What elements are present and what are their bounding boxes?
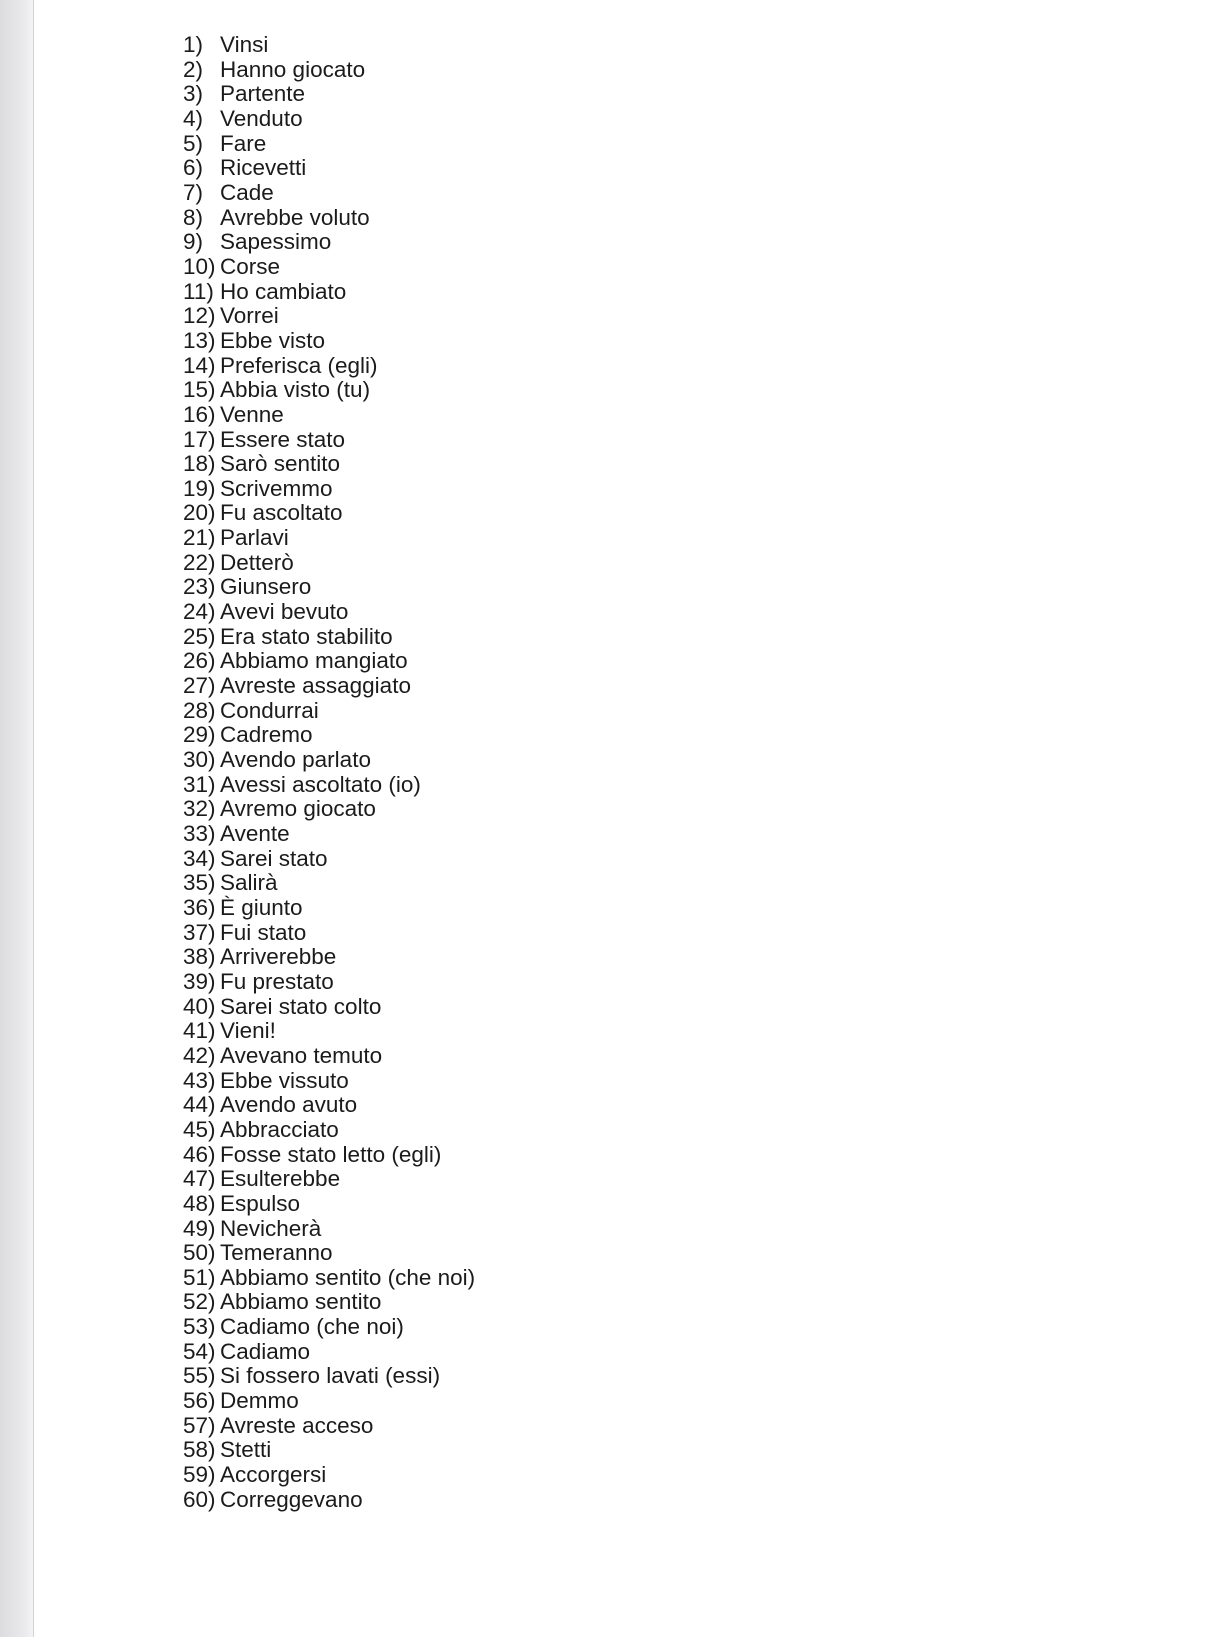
list-item <box>183 107 475 132</box>
item-text: Corse <box>220 253 281 279</box>
item-number: 7) <box>183 179 204 205</box>
item-number: 45) <box>183 1116 216 1142</box>
item-number: 29) <box>183 722 216 748</box>
item-number: 1) <box>183 32 204 57</box>
item-number: 50) <box>183 1240 216 1266</box>
item-text: Si fossero lavati (essi) <box>220 1363 441 1389</box>
item-text: Preferisca (egli) <box>220 352 378 378</box>
item-text: Fosse stato letto (egli) <box>220 1141 442 1167</box>
item-number: 54) <box>183 1338 216 1364</box>
item-text: Avrebbe voluto <box>220 204 370 230</box>
item-number: 58) <box>183 1437 216 1463</box>
item-number: 17) <box>183 426 216 452</box>
item-text: Ebbe vissuto <box>220 1067 349 1093</box>
item-number: 60) <box>183 1486 216 1512</box>
page-gutter <box>0 0 34 1637</box>
item-text: Cade <box>220 179 274 205</box>
item-text: Stetti <box>220 1437 272 1463</box>
list-item <box>183 649 475 674</box>
item-text: Sarei stato <box>220 845 328 871</box>
item-text: Scrivemmo <box>220 475 333 501</box>
item-text: Vinsi <box>220 32 269 57</box>
item-text: Partente <box>220 81 306 107</box>
item-text: Sarei stato colto <box>220 993 382 1019</box>
list-item <box>183 1118 475 1143</box>
list-item <box>183 674 475 699</box>
item-text: Cadiamo <box>220 1338 311 1364</box>
item-text: Ho cambiato <box>220 278 347 304</box>
item-number: 31) <box>183 771 216 797</box>
item-number: 32) <box>183 796 216 822</box>
list-item <box>183 797 475 822</box>
list-item <box>183 403 475 428</box>
item-number: 56) <box>183 1388 216 1414</box>
list-item <box>183 773 475 798</box>
list-item <box>183 58 475 83</box>
list-item <box>183 378 475 403</box>
item-number: 46) <box>183 1141 216 1167</box>
item-text: Venduto <box>220 105 303 131</box>
item-text: Era stato stabilito <box>220 623 393 649</box>
item-text: Venne <box>220 401 284 427</box>
item-number: 36) <box>183 894 216 920</box>
list-item <box>183 945 475 970</box>
item-number: 55) <box>183 1363 216 1389</box>
list-item <box>183 280 475 305</box>
item-text: Esulterebbe <box>220 1166 341 1192</box>
list-item <box>183 1241 475 1266</box>
item-number: 14) <box>183 352 216 378</box>
item-text: Abbiamo mangiato <box>220 648 408 674</box>
item-number: 27) <box>183 673 216 699</box>
item-number: 25) <box>183 623 216 649</box>
numbered-list <box>183 33 475 1512</box>
list-item <box>183 625 475 650</box>
item-text: Abbiamo sentito (che noi) <box>220 1264 476 1290</box>
item-text: Abbiamo sentito <box>220 1289 382 1315</box>
item-text: Cadiamo (che noi) <box>220 1314 404 1340</box>
list-item <box>183 428 475 453</box>
item-text: Fui stato <box>220 919 307 945</box>
item-number: 59) <box>183 1462 216 1488</box>
item-number: 48) <box>183 1190 216 1216</box>
item-number: 42) <box>183 1042 216 1068</box>
item-number: 53) <box>183 1314 216 1340</box>
item-number: 22) <box>183 549 216 575</box>
item-text: Avendo avuto <box>220 1092 358 1118</box>
list-item <box>183 822 475 847</box>
item-text: Accorgersi <box>220 1462 327 1488</box>
list-item <box>183 1093 475 1118</box>
item-text: Hanno giocato <box>220 56 366 82</box>
item-number: 44) <box>183 1092 216 1118</box>
item-number: 52) <box>183 1289 216 1315</box>
item-text: Fu prestato <box>220 968 334 994</box>
item-text: Avevi bevuto <box>220 599 349 625</box>
list-item <box>183 477 475 502</box>
item-number: 6) <box>183 155 204 181</box>
item-number: 3) <box>183 81 204 107</box>
item-text: Fu ascoltato <box>220 500 343 526</box>
item-number: 38) <box>183 944 216 970</box>
item-text: Abbracciato <box>220 1116 339 1142</box>
list-item <box>183 354 475 379</box>
list-item <box>183 1167 475 1192</box>
item-number: 47) <box>183 1166 216 1192</box>
item-text: Detterò <box>220 549 294 575</box>
item-number: 18) <box>183 451 216 477</box>
item-text: Avremo giocato <box>220 796 376 822</box>
item-text: Ricevetti <box>220 155 307 181</box>
item-text: Avevano temuto <box>220 1042 383 1068</box>
item-text: Nevicherà <box>220 1215 322 1241</box>
item-number: 49) <box>183 1215 216 1241</box>
item-number: 9) <box>183 229 204 255</box>
item-number: 28) <box>183 697 216 723</box>
item-text: Salirà <box>220 870 278 896</box>
list-item <box>183 1315 475 1340</box>
list-item <box>183 452 475 477</box>
item-number: 15) <box>183 377 216 403</box>
list-item <box>183 1488 475 1513</box>
list-item <box>183 1143 475 1168</box>
item-number: 37) <box>183 919 216 945</box>
list-item <box>183 304 475 329</box>
list-item <box>183 921 475 946</box>
list-item <box>183 156 475 181</box>
item-text: Abbia visto (tu) <box>220 377 371 403</box>
list-item <box>183 1266 475 1291</box>
item-number: 4) <box>183 105 204 131</box>
list-item <box>183 329 475 354</box>
item-number: 5) <box>183 130 204 156</box>
list-item <box>183 33 475 58</box>
list-item <box>183 1389 475 1414</box>
list-item <box>183 1438 475 1463</box>
item-text: Avessi ascoltato (io) <box>220 771 421 797</box>
item-text: Avente <box>220 821 290 846</box>
list-item <box>183 1019 475 1044</box>
item-number: 57) <box>183 1412 216 1438</box>
item-number: 24) <box>183 599 216 625</box>
list-item <box>183 1364 475 1389</box>
item-text: Giunsero <box>220 574 312 600</box>
list-item <box>183 1463 475 1488</box>
list-item <box>183 1414 475 1439</box>
item-number: 10) <box>183 253 216 279</box>
list-item <box>183 255 475 280</box>
item-text: Sapessimo <box>220 229 332 255</box>
item-number: 12) <box>183 303 216 329</box>
list-item <box>183 526 475 551</box>
list-item <box>183 1069 475 1094</box>
item-text: Cadremo <box>220 722 313 748</box>
item-text: Temeranno <box>220 1240 333 1266</box>
item-text: Arriverebbe <box>220 944 337 970</box>
list-item <box>183 1290 475 1315</box>
item-text: Demmo <box>220 1388 299 1414</box>
item-number: 16) <box>183 401 216 427</box>
item-number: 39) <box>183 968 216 994</box>
item-number: 11) <box>183 278 214 304</box>
list-item <box>183 871 475 896</box>
list-item <box>183 551 475 576</box>
item-number: 19) <box>183 475 216 501</box>
document-page <box>34 0 1211 1637</box>
list-item <box>183 995 475 1020</box>
item-number: 41) <box>183 1018 216 1044</box>
item-text: Correggevano <box>220 1486 363 1512</box>
item-text: Vieni! <box>220 1018 276 1044</box>
item-text: Vorrei <box>220 303 279 329</box>
list-item <box>183 1217 475 1242</box>
item-number: 2) <box>183 56 204 82</box>
list-item <box>183 600 475 625</box>
item-text: Avreste assaggiato <box>220 673 411 699</box>
item-number: 23) <box>183 574 216 600</box>
list-item <box>183 575 475 600</box>
list-item <box>183 1340 475 1365</box>
item-text: Essere stato <box>220 426 346 452</box>
item-text: Sarò sentito <box>220 451 341 477</box>
list-item <box>183 501 475 526</box>
item-number: 51) <box>183 1264 216 1290</box>
list-item <box>183 206 475 231</box>
item-number: 34) <box>183 845 216 871</box>
item-text: Condurrai <box>220 697 319 723</box>
list-item <box>183 1192 475 1217</box>
list-item <box>183 748 475 773</box>
item-text: Avendo parlato <box>220 747 371 773</box>
list-item <box>183 181 475 206</box>
item-text: È giunto <box>220 894 303 920</box>
list-item <box>183 132 475 157</box>
item-number: 21) <box>183 525 216 551</box>
item-number: 40) <box>183 993 216 1019</box>
item-text: Avreste acceso <box>220 1412 374 1438</box>
item-text: Parlavi <box>220 525 289 551</box>
item-number: 20) <box>183 500 216 526</box>
list-item <box>183 230 475 255</box>
list-item <box>183 896 475 921</box>
item-number: 30) <box>183 747 216 773</box>
item-number: 43) <box>183 1067 216 1093</box>
item-number: 13) <box>183 327 216 353</box>
item-number: 33) <box>183 821 216 846</box>
item-text: Fare <box>220 130 267 156</box>
item-number: 35) <box>183 870 216 896</box>
item-number: 26) <box>183 648 216 674</box>
list-item <box>183 1044 475 1069</box>
list-item <box>183 723 475 748</box>
list-item <box>183 847 475 872</box>
list-item <box>183 699 475 724</box>
item-number: 8) <box>183 204 204 230</box>
list-item <box>183 970 475 995</box>
list-item <box>183 82 475 107</box>
item-text: Espulso <box>220 1190 301 1216</box>
item-text: Ebbe visto <box>220 327 326 353</box>
